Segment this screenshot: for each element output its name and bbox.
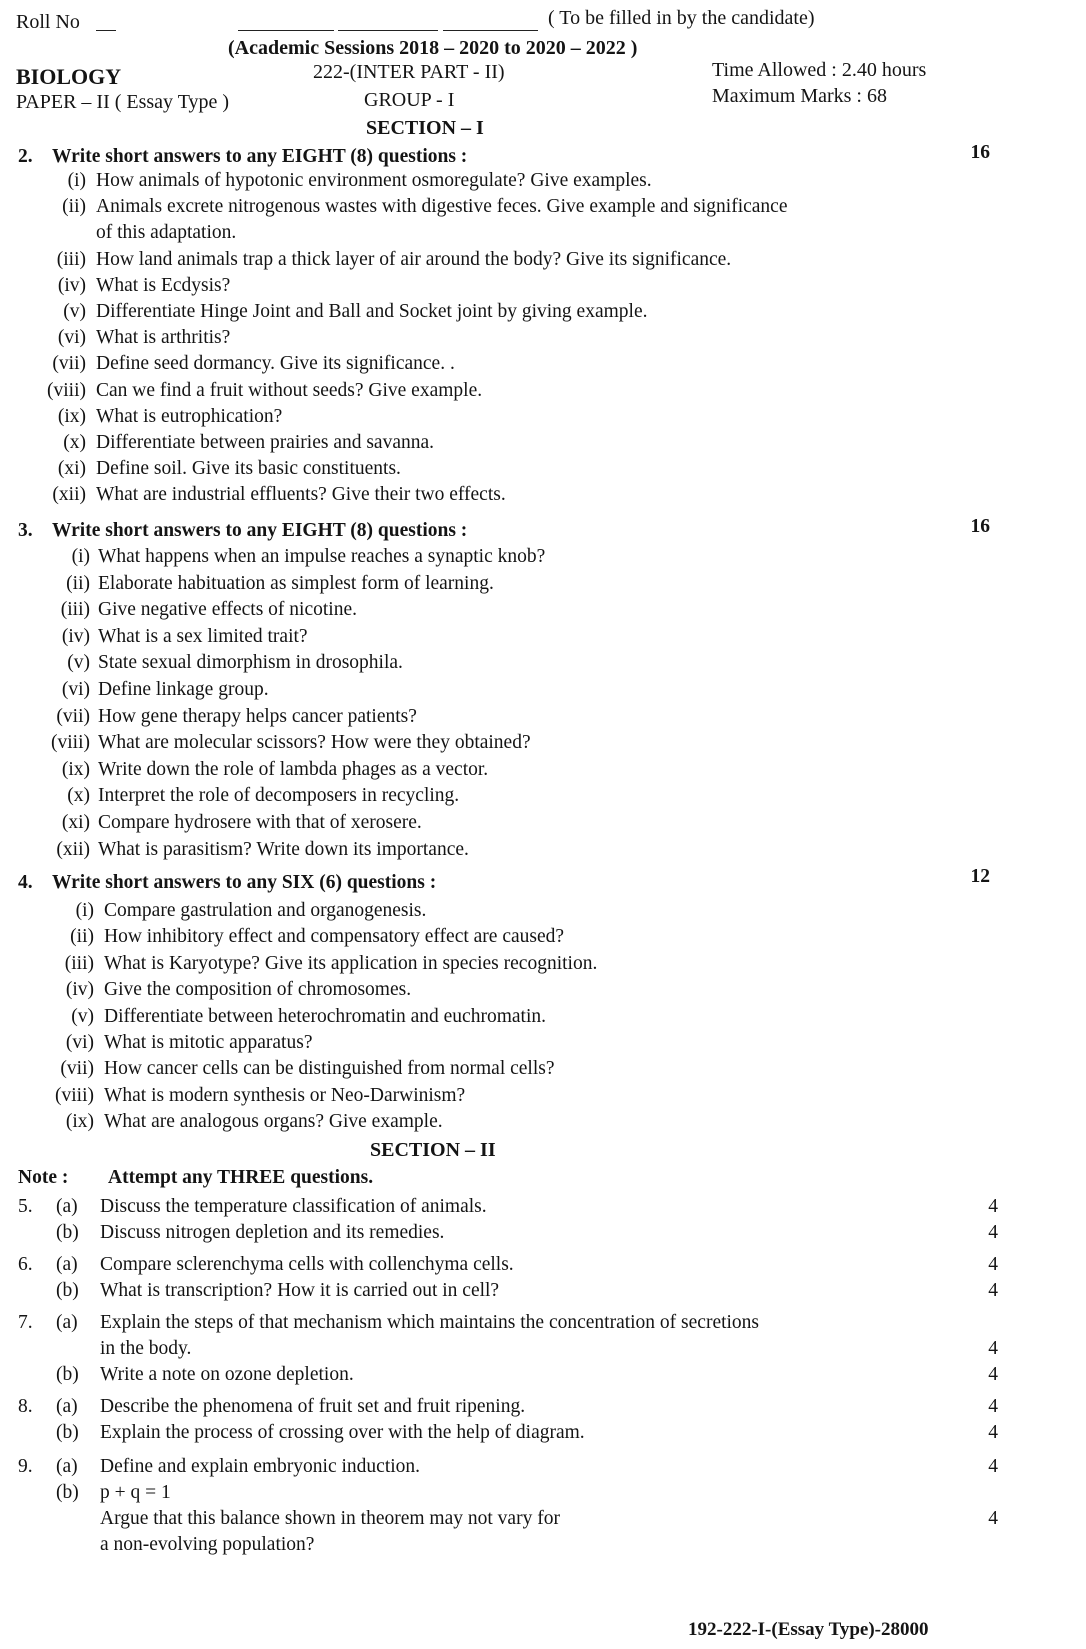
paper-code: 222-(INTER PART - II): [313, 61, 505, 83]
subject-title: BIOLOGY: [16, 64, 122, 89]
question-2-marks: 16: [970, 142, 990, 163]
long-question-marks: 4: [988, 1338, 998, 1359]
item-number: (ii): [62, 196, 86, 218]
long-question-marks: 4: [988, 1422, 998, 1443]
item-number: (iv): [61, 625, 90, 647]
question-item: What is arthritis?: [96, 327, 231, 349]
long-question-text: Describe the phenomena of fruit set and fruit ripening.: [100, 1396, 526, 1417]
question-3-marks: 16: [970, 516, 990, 537]
paper-type: PAPER – II ( Essay Type ): [16, 91, 230, 113]
item-number: (ii): [70, 926, 94, 948]
long-question-part: (b): [56, 1280, 79, 1301]
question-4-marks: 12: [970, 866, 990, 887]
long-question-part: (a): [56, 1456, 78, 1477]
time-allowed: Time Allowed : 2.40 hours: [712, 59, 927, 81]
item-number: (iv): [65, 979, 94, 1001]
item-number: (xi): [61, 812, 90, 833]
long-question-part: (a): [56, 1196, 78, 1217]
item-number: (iii): [56, 248, 86, 270]
roll-no-label: Roll No: [16, 11, 80, 33]
item-number: (vi): [57, 327, 86, 349]
question-item: Define linkage group.: [98, 679, 269, 700]
question-2-heading: Write short answers to any EIGHT (8) questions :: [52, 146, 468, 167]
academic-sessions: (Academic Sessions 2018 – 2020 to 2020 – 2022 ): [228, 37, 638, 59]
question-3-number: 3.: [18, 520, 33, 541]
item-number: (viii): [55, 1084, 94, 1106]
item-number: (i): [67, 170, 86, 191]
question-item: How land animals trap a thick layer of air around the body? Give its significance.: [96, 248, 732, 270]
question-item: What happens when an impulse reaches a synaptic knob?: [98, 546, 546, 567]
long-question-text: Compare sclerenchyma cells with collenchyma cells.: [100, 1254, 514, 1275]
long-question-text: Write a note on ozone depletion.: [100, 1364, 354, 1385]
question-item: Animals excrete nitrogenous wastes with digestive feces. Give example and significance: [96, 196, 788, 218]
long-question-part: (b): [56, 1222, 79, 1243]
question-item: Give the composition of chromosomes.: [104, 979, 412, 1001]
long-question-text: Discuss the temperature classification of animals.: [100, 1196, 487, 1217]
question-item: State sexual dimorphism in drosophila.: [98, 652, 403, 674]
long-question-part: (a): [56, 1312, 78, 1333]
long-question-text: Argue that this balance shown in theorem may not vary for: [100, 1508, 560, 1529]
question-3-heading: Write short answers to any EIGHT (8) questions :: [52, 520, 468, 541]
question-item: Compare hydrosere with that of xerosere.: [98, 812, 422, 833]
question-item: Differentiate between heterochromatin and euchromatin.: [104, 1005, 546, 1027]
item-number: (ix): [57, 405, 86, 427]
long-question-marks: 4: [988, 1222, 998, 1243]
item-number: (vi): [61, 679, 90, 700]
long-question-marks: 4: [988, 1364, 998, 1385]
question-item: How inhibitory effect and compensatory effect are caused?: [104, 926, 565, 948]
question-item: What is eutrophication?: [96, 405, 283, 427]
question-item: Write down the role of lambda phages as a vector.: [98, 758, 489, 780]
long-question-number: 8.: [18, 1396, 33, 1417]
question-item: Differentiate Hinge Joint and Ball and Socket joint by giving example.: [96, 301, 648, 322]
question-item: What are molecular scissors? How were they obtained?: [98, 732, 531, 754]
maximum-marks: Maximum Marks : 68: [712, 85, 887, 107]
long-question-text: p + q = 1: [100, 1482, 171, 1503]
long-question-marks: 4: [988, 1196, 998, 1217]
long-question-text: Define and explain embryonic induction.: [100, 1456, 421, 1477]
item-number: (vii): [52, 353, 86, 375]
long-question-marks: 4: [988, 1456, 998, 1477]
roll-no-blank[interactable]: [96, 30, 116, 31]
long-question-text: in the body.: [100, 1338, 192, 1359]
footer-code: 192-222-I-(Essay Type)-28000: [688, 1619, 929, 1640]
long-question-marks: 4: [988, 1254, 998, 1275]
question-item: Give negative effects of nicotine.: [98, 599, 357, 621]
long-question-number: 6.: [18, 1254, 33, 1275]
item-number: (x): [67, 785, 90, 807]
question-item: Compare gastrulation and organogenesis.: [104, 900, 427, 921]
question-item: What is a sex limited trait?: [98, 625, 308, 647]
long-question-text: Explain the process of crossing over with the help of diagram.: [100, 1422, 585, 1443]
question-item: of this adaptation.: [96, 222, 237, 244]
question-item: How cancer cells can be distinguished from normal cells?: [104, 1058, 555, 1080]
item-number: (viii): [47, 379, 86, 401]
long-question-text: Discuss nitrogen depletion and its remedies.: [100, 1222, 445, 1243]
item-number: (xii): [56, 838, 90, 860]
long-question-part: (b): [56, 1422, 79, 1443]
question-item: What is modern synthesis or Neo-Darwinism?: [104, 1084, 466, 1106]
item-number: (iv): [57, 274, 86, 296]
question-item: Can we find a fruit without seeds? Give example.: [96, 379, 483, 401]
section-1-title: SECTION – I: [366, 117, 484, 139]
question-item: What are industrial effluents? Give their two effects.: [96, 484, 506, 506]
item-number: (iii): [64, 952, 94, 974]
item-number: (vi): [65, 1032, 94, 1053]
item-number: (ix): [61, 758, 90, 780]
section-2-title: SECTION – II: [370, 1139, 496, 1161]
question-2-number: 2.: [18, 146, 33, 167]
roll-no-blank[interactable]: [238, 30, 334, 31]
candidate-note: ( To be filled in by the candidate): [548, 7, 815, 29]
question-item: Elaborate habituation as simplest form of learning.: [98, 572, 494, 594]
item-number: (v): [63, 301, 86, 322]
long-question-text: What is transcription? How it is carried out in cell?: [100, 1280, 500, 1301]
item-number: (vii): [56, 705, 90, 727]
long-question-marks: 4: [988, 1396, 998, 1417]
item-number: (ix): [65, 1111, 94, 1133]
question-4-heading: Write short answers to any SIX (6) questions :: [52, 872, 437, 893]
long-question-number: 9.: [18, 1456, 33, 1477]
long-question-part: (b): [56, 1482, 79, 1503]
long-question-marks: 4: [988, 1508, 998, 1529]
item-number: (v): [71, 1005, 94, 1027]
item-number: (i): [75, 900, 94, 921]
question-item: What is Karyotype? Give its application in species recognition.: [104, 952, 598, 974]
long-question-number: 7.: [18, 1312, 33, 1333]
note-label: Note :: [18, 1167, 69, 1188]
roll-no-blank[interactable]: [443, 30, 538, 31]
long-question-text: a non-evolving population?: [100, 1534, 315, 1555]
long-question-part: (b): [56, 1364, 79, 1385]
question-item: Differentiate between prairies and savanna.: [96, 432, 435, 453]
item-number: (i): [71, 546, 90, 567]
long-question-number: 5.: [18, 1196, 33, 1217]
item-number: (ii): [66, 572, 90, 594]
question-item: What is parasitism? Write down its importance.: [98, 838, 469, 860]
item-number: (v): [67, 652, 90, 674]
long-question-marks: 4: [988, 1280, 998, 1301]
roll-no-blank[interactable]: [338, 30, 438, 31]
question-item: How gene therapy helps cancer patients?: [98, 705, 417, 727]
item-number: (xii): [52, 484, 86, 506]
long-question-part: (a): [56, 1254, 78, 1275]
long-question-part: (a): [56, 1396, 78, 1417]
question-item: What is Ecdysis?: [96, 274, 231, 296]
long-question-text: Explain the steps of that mechanism which maintains the concentration of secretions: [100, 1312, 760, 1333]
item-number: (vii): [60, 1058, 94, 1080]
group-label: GROUP - I: [364, 89, 455, 111]
question-item: Define seed dormancy. Give its significance. .: [96, 353, 455, 375]
note-text: Attempt any THREE questions.: [108, 1167, 374, 1188]
question-item: What is mitotic apparatus?: [104, 1032, 313, 1053]
item-number: (iii): [60, 599, 90, 621]
question-item: How animals of hypotonic environment osmoregulate? Give examples.: [96, 170, 652, 191]
item-number: (x): [63, 432, 86, 453]
question-4-number: 4.: [18, 872, 33, 893]
question-item: Define soil. Give its basic constituents.: [96, 458, 401, 480]
item-number: (viii): [51, 732, 90, 754]
question-item: What are analogous organs? Give example.: [104, 1111, 443, 1133]
item-number: (xi): [57, 458, 86, 480]
question-item: Interpret the role of decomposers in recycling.: [98, 785, 460, 807]
